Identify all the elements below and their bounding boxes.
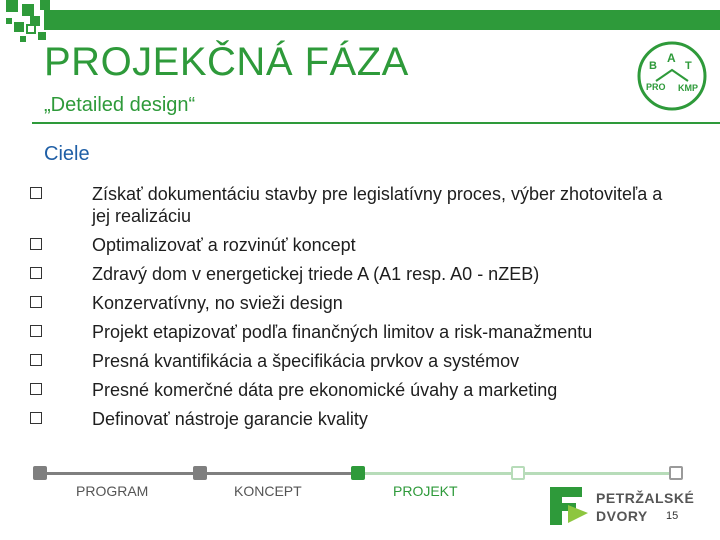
svg-text:KMP: KMP: [678, 83, 698, 93]
bat-pro-kmp-logo: [632, 40, 712, 112]
timeline-segment-done: [40, 472, 200, 475]
checkbox-bullet-icon: [30, 383, 42, 395]
checkbox-bullet-icon: [30, 238, 42, 250]
goal-text: Získať dokumentáciu stavby pre legislatívny proces, výber zhotoviteľa a jej realizáciu: [92, 184, 663, 226]
brand-line2: DVORY: [596, 508, 648, 524]
timeline-stage-upcoming-marker: [669, 466, 683, 480]
goal-text: Presná kvantifikácia a špecifikácia prvkov a systémov: [92, 351, 520, 371]
list-item: [30, 263, 670, 285]
page-subtitle: „Detailed design“: [44, 94, 196, 116]
corner-square: [14, 22, 24, 32]
goal-text: Definovať nástroje garancie kvality: [92, 409, 368, 429]
timeline-stage-koncept-marker: [193, 466, 207, 480]
timeline-label-koncept: KONCEPT: [234, 483, 302, 499]
corner-square-outline: [26, 24, 36, 34]
timeline-label-projekt: PROJEKT: [393, 483, 458, 499]
corner-square: [20, 36, 26, 42]
timeline-label-program: PROGRAM: [76, 483, 149, 499]
svg-text:T: T: [685, 60, 692, 72]
title-divider: [32, 122, 720, 124]
goal-text: Projekt etapizovať podľa finančných limitov a risk-manažmentu: [92, 322, 593, 342]
list-item: [30, 350, 670, 372]
section-heading: Ciele: [44, 143, 90, 165]
svg-text:PRO: PRO: [646, 82, 666, 92]
brand-name: [596, 489, 694, 525]
goal-text: Optimalizovať a rozvinúť koncept: [92, 235, 356, 255]
brand-line1: PETRŽALSKÉ: [596, 490, 695, 506]
timeline-stage-projekt-marker: [351, 466, 365, 480]
checkbox-bullet-icon: [30, 296, 42, 308]
checkbox-bullet-icon: [30, 412, 42, 424]
list-item: [30, 408, 670, 430]
corner-square: [6, 18, 12, 24]
header-bar: [44, 10, 720, 30]
list-item: [30, 321, 670, 343]
goal-text: Zdravý dom v energetickej triede A (A1 resp. A0 - nZEB): [92, 264, 540, 284]
list-item: [30, 292, 670, 314]
timeline-stage-program-marker: [33, 466, 47, 480]
corner-square: [6, 0, 18, 12]
checkbox-bullet-icon: [30, 354, 42, 366]
goals-list: [30, 183, 670, 437]
checkbox-bullet-icon: [30, 267, 42, 279]
list-item: [30, 379, 670, 401]
corner-square: [40, 0, 50, 10]
goal-text: Presné komerčné dáta pre ekonomické úvahy a marketing: [92, 380, 558, 400]
checkbox-bullet-icon: [30, 187, 42, 199]
corner-square: [38, 32, 46, 40]
corner-square: [22, 4, 34, 16]
list-item: [30, 234, 670, 256]
timeline-stage-upcoming-marker: [511, 466, 525, 480]
list-item: [30, 183, 670, 227]
timeline-segment-done: [200, 472, 358, 475]
svg-text:A: A: [667, 51, 676, 65]
goal-text: Konzervatívny, no svieži design: [92, 293, 343, 313]
page-title: PROJEKČNÁ FÁZA: [44, 40, 409, 84]
checkbox-bullet-icon: [30, 325, 42, 337]
page-number: 15: [666, 510, 679, 522]
svg-text:B: B: [649, 60, 657, 72]
